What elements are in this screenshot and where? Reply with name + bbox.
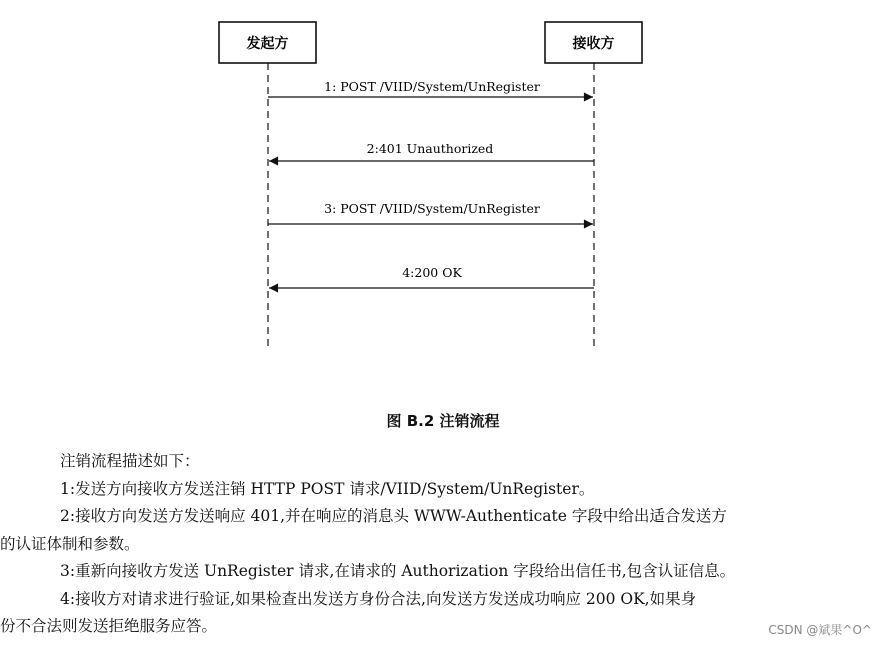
participant-label-sender: 发起方	[246, 36, 289, 52]
description-text	[0, 448, 860, 641]
figure-caption: 图 B.2 注销流程	[386, 412, 500, 430]
description-intro: 注销流程描述如下：	[60, 452, 200, 470]
message-label-2: 2:401 Unauthorized	[366, 141, 494, 156]
watermark: CSDN @斌果^O^	[768, 623, 872, 637]
message-label-3: 3: POST /VIID/System/UnRegister	[324, 201, 540, 216]
description-step-2-continued: 的认证体制和参数。	[0, 534, 140, 553]
description-step-4-continued: 份不合法则发送拒绝服务应答。	[0, 617, 218, 635]
description-step-4: 4:接收方对请求进行验证,如果检查出发送方身份合法,向发送方发送成功响应 200 OK,如果身	[60, 589, 697, 608]
description-step-2: 2:接收方向发送方发送响应 401,并在响应的消息头 WWW-Authenticate 字段中给出适合发送方	[60, 507, 727, 525]
message-label-4: 4:200 OK	[402, 265, 462, 280]
description-step-1: 1:发送方向接收方发送注销 HTTP POST 请求/VIID/System/UnRegister。	[60, 479, 595, 498]
message-label-1: 1: POST /VIID/System/UnRegister	[324, 79, 540, 94]
description-step-3: 3:重新向接收方发送 UnRegister 请求,在请求的 Authorization 字段给出信任书,包含认证信息。	[60, 562, 736, 580]
participant-label-receiver: 接收方	[572, 36, 615, 52]
